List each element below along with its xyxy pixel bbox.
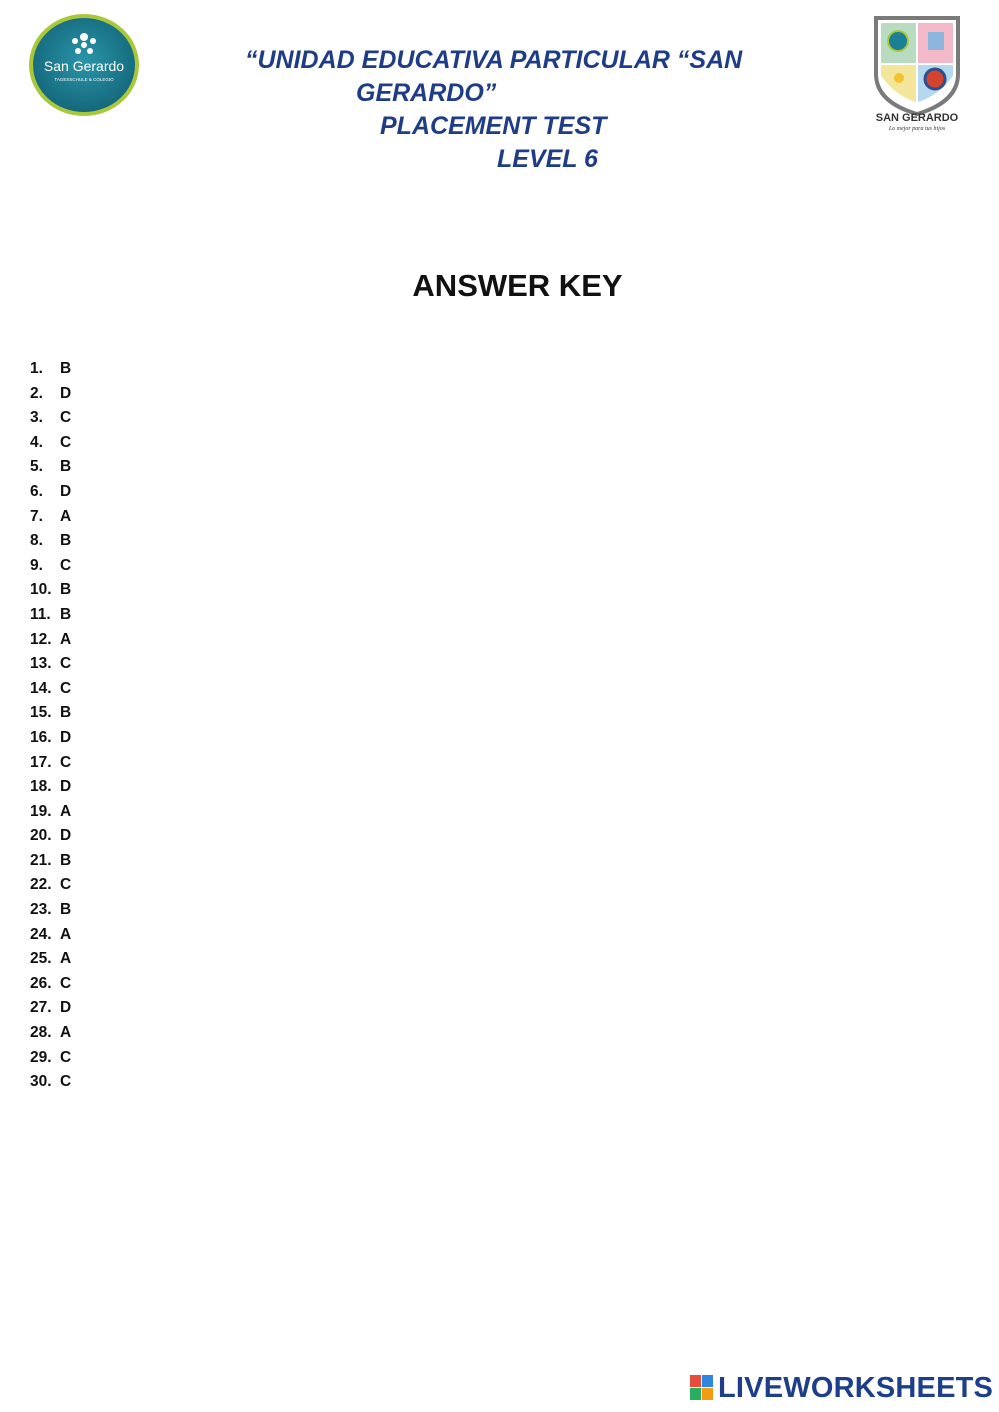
- answer-item: [30, 800, 71, 825]
- answer-item: [30, 824, 71, 849]
- answer-letter: D: [60, 384, 72, 402]
- answer-number: 13.: [30, 655, 52, 673]
- answer-letter: A: [60, 630, 72, 648]
- answer-item: [30, 529, 71, 554]
- answer-item: [30, 455, 71, 480]
- answer-letter: B: [60, 360, 72, 377]
- answer-item: [30, 628, 71, 653]
- answer-item: [30, 357, 71, 382]
- round-logo-name: San Gerardo: [43, 58, 125, 74]
- answer-number: 29.: [30, 1048, 52, 1066]
- answer-item: [30, 1046, 71, 1071]
- answer-number: 26.: [30, 974, 52, 992]
- answer-item: [30, 1021, 71, 1046]
- crest-logo-name: SAN GERARDO: [875, 112, 959, 124]
- answer-letter: C: [60, 974, 72, 992]
- answer-number: 22.: [30, 876, 52, 894]
- answer-item: [30, 923, 71, 948]
- answer-item: [30, 849, 71, 874]
- liveworksheets-wordmark: LIVEWORKSHEETS: [718, 1371, 994, 1404]
- school-name-line-1: “UNIDAD EDUCATIVA PARTICULAR “SAN: [245, 46, 743, 74]
- answer-item: [30, 726, 71, 751]
- answer-letter: C: [60, 655, 72, 673]
- crest-logo-motto: Lo mejor para tus hijos: [888, 126, 946, 132]
- answer-number: 24.: [30, 925, 52, 943]
- answer-letter: C: [60, 1048, 72, 1066]
- answer-item: [30, 406, 71, 431]
- answer-letter: D: [60, 482, 72, 500]
- answer-letter: B: [60, 704, 72, 722]
- answer-letter: A: [60, 802, 72, 820]
- answer-number: 17.: [30, 753, 52, 771]
- answer-number: 10.: [30, 581, 52, 599]
- answer-number: 7.: [30, 507, 43, 525]
- answer-item: [30, 554, 71, 579]
- test-name: PLACEMENT TEST: [380, 112, 607, 140]
- answer-item: [30, 603, 71, 628]
- answer-number: 28.: [30, 1024, 52, 1042]
- answer-number: 12.: [30, 630, 52, 648]
- answer-item: [30, 431, 71, 456]
- answer-item: [30, 1070, 71, 1095]
- answer-item: [30, 996, 71, 1021]
- answer-number: 2.: [30, 384, 43, 402]
- liveworksheets-badge-icon: [690, 1375, 714, 1401]
- answer-item: [30, 480, 71, 505]
- answer-letter: B: [60, 605, 72, 623]
- answer-number: 9.: [30, 556, 43, 574]
- answer-letter: A: [60, 507, 72, 525]
- answer-number: 25.: [30, 950, 52, 968]
- san-gerardo-crest-logo: [868, 12, 966, 134]
- answer-item: [30, 947, 71, 972]
- answer-list: [30, 357, 71, 1095]
- page-title: ANSWER KEY: [412, 268, 623, 303]
- answer-letter: C: [60, 679, 72, 697]
- answer-letter: A: [60, 1024, 72, 1042]
- answer-letter: D: [60, 778, 72, 796]
- answer-letter: B: [60, 532, 72, 550]
- answer-letter: D: [60, 827, 72, 845]
- answer-letter: A: [60, 925, 72, 943]
- answer-letter: C: [60, 556, 72, 574]
- answer-item: [30, 972, 71, 997]
- answer-letter: C: [60, 1073, 72, 1091]
- answer-number: 6.: [30, 482, 43, 500]
- answer-number: 23.: [30, 901, 52, 919]
- answer-number: 14.: [30, 679, 52, 697]
- answer-number: 15.: [30, 704, 52, 722]
- answer-item: [30, 701, 71, 726]
- answer-item: [30, 775, 71, 800]
- answer-number: 18.: [30, 778, 52, 796]
- answer-letter: A: [60, 950, 72, 968]
- answer-number: 11.: [30, 605, 51, 623]
- answer-number: 8.: [30, 532, 43, 550]
- answer-item: [30, 873, 71, 898]
- answer-item: [30, 898, 71, 923]
- answer-number: 19.: [30, 802, 52, 820]
- answer-letter: D: [60, 999, 72, 1017]
- answer-letter: B: [60, 458, 72, 476]
- answer-letter: C: [60, 409, 72, 427]
- answer-number: 20.: [30, 827, 52, 845]
- test-level: LEVEL 6: [497, 145, 598, 173]
- answer-item: [30, 382, 71, 407]
- answer-item: [30, 578, 71, 603]
- answer-number: 3.: [30, 409, 43, 427]
- san-gerardo-round-logo: [28, 13, 140, 117]
- answer-letter: B: [60, 851, 72, 869]
- answer-item: [30, 677, 71, 702]
- answer-number: 16.: [30, 728, 52, 746]
- answer-letter: D: [60, 728, 72, 746]
- answer-number: 21.: [30, 851, 52, 869]
- answer-item: [30, 505, 71, 530]
- answer-letter: C: [60, 433, 72, 451]
- answer-number: 30.: [30, 1073, 52, 1091]
- answer-letter: C: [60, 876, 72, 894]
- liveworksheets-brand: [690, 1370, 993, 1406]
- answer-letter: B: [60, 581, 72, 599]
- answer-number: 4.: [30, 433, 43, 451]
- answer-number: 1.: [30, 360, 43, 377]
- school-name-line-2: GERARDO”: [356, 79, 497, 107]
- answer-number: 27.: [30, 999, 52, 1017]
- answer-letter: B: [60, 901, 72, 919]
- answer-item: [30, 751, 71, 776]
- answer-item: [30, 652, 71, 677]
- answer-letter: C: [60, 753, 72, 771]
- answer-number: 5.: [30, 458, 43, 476]
- round-logo-subtitle: TAGESSCHULE & COLEGIO: [54, 77, 114, 82]
